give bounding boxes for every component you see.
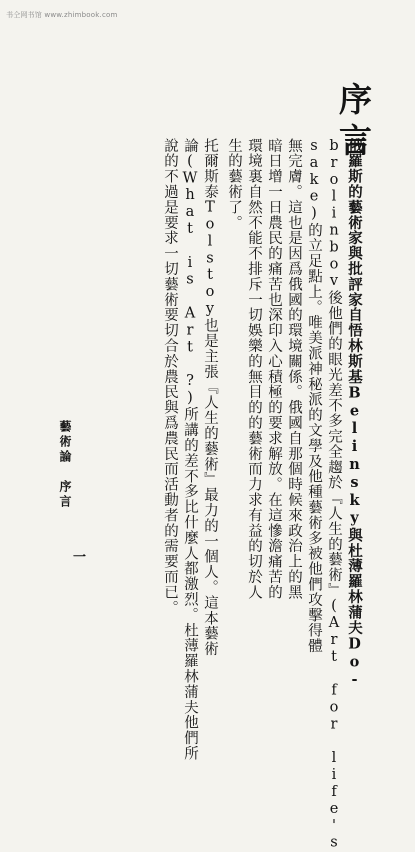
- text-column-1: 俄羅斯的藝術家與批評家自悟林斯基Belinsky與杜薄羅林蒲夫Do-: [346, 138, 363, 690]
- watermark: 书仝网书馆 www.zhimbook.com: [6, 11, 118, 19]
- text-column-4: 無完膚。這也是因爲俄國的環境關係。俄國自那個時候來政治上的黑: [286, 138, 302, 600]
- text-column-6: 環境裏自然不能不排斥一切娛樂的無目的的藝術而力求有益的切於人: [246, 138, 262, 600]
- page-title: 序言: [334, 82, 373, 164]
- page-number: 一: [73, 550, 87, 565]
- text-column-5: 暗日增一日農民的痛苦也深印入心積極的要求解放。在這慘澹痛苦的: [266, 138, 282, 600]
- text-column-8: 托爾斯泰Tolstoy也是主張『人生的藝術』最力的一個人。這本藝術: [202, 138, 218, 657]
- text-column-7: 生的藝術了。: [226, 138, 242, 231]
- text-column-3: sake)的立足點上。唯美派神秘派的文學及他種藝術多被他們攻擊得體: [306, 138, 322, 654]
- text-column-10: 說的不過是要求一切藝術要切合於農民與爲農民而活動者的需要而已。: [162, 138, 178, 616]
- text-column-2: brolinbov後他們的眼光差不多完全趨於『人生的藝術』(Art for life's: [326, 138, 342, 852]
- running-header: 藝術論 序言: [58, 420, 72, 510]
- text-column-9: 論(What is Art ?)所講的差不多比什麼人都激烈。杜薄羅林蒲夫他們所: [182, 138, 198, 762]
